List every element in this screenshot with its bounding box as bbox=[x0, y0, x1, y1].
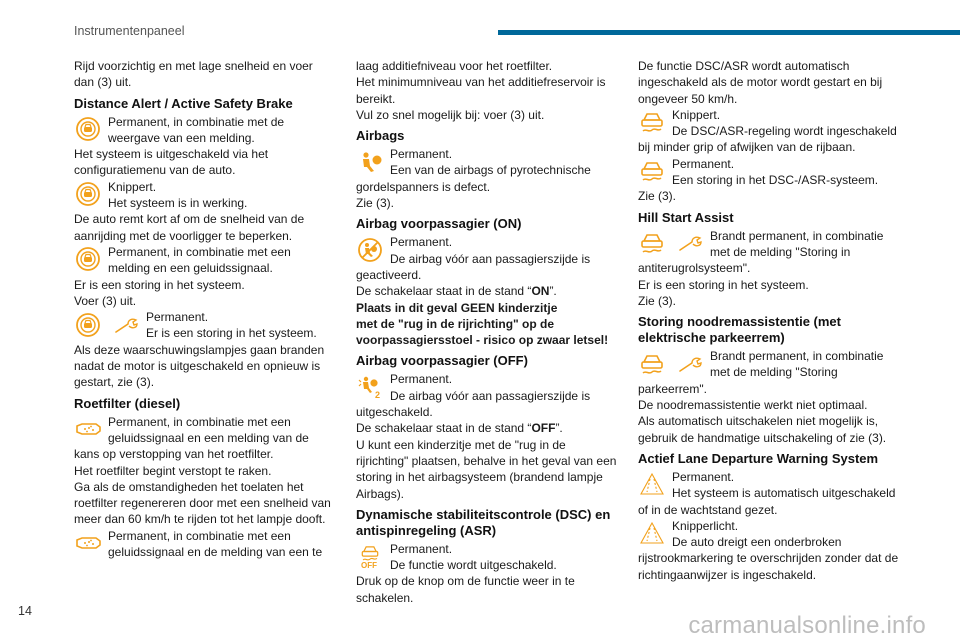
text-line: laag additiefniveau voor het roetfilter. bbox=[356, 59, 553, 73]
text-line: Zie (3). bbox=[638, 189, 677, 204]
dsc-off-icon bbox=[356, 543, 384, 569]
text-line: kans op verstopping van het roetfilter. bbox=[74, 447, 274, 462]
collision-alert-icon bbox=[74, 246, 102, 272]
text-line: bij minder grip of afwijken van de rijbaan. bbox=[638, 140, 856, 155]
text-line: Permanent, in combinatie met een bbox=[108, 244, 291, 259]
text-line: Permanent. bbox=[390, 147, 453, 162]
text-line: Zie (3). bbox=[638, 293, 677, 308]
text-line: Permanent. bbox=[390, 235, 453, 250]
text-line: rijrichting" plaatsen, behalve in het geval van een bbox=[356, 453, 617, 468]
wrench-icon bbox=[112, 312, 140, 338]
warning-entry bbox=[74, 244, 338, 277]
text-line: uitgeschakeld. bbox=[356, 405, 433, 420]
section-heading: Airbags bbox=[356, 128, 405, 144]
column-1 bbox=[74, 58, 338, 560]
text-line: Permanent. bbox=[672, 156, 735, 171]
collision-alert-icon bbox=[74, 181, 102, 207]
warning-entry bbox=[638, 156, 902, 189]
warning-entry bbox=[638, 348, 902, 381]
warning-entry bbox=[74, 309, 338, 342]
warning-entry bbox=[74, 414, 338, 447]
text-line: Permanent. bbox=[390, 541, 453, 556]
text-line: met de melding "Storing bbox=[710, 365, 838, 380]
collision-alert-icon bbox=[74, 116, 102, 142]
text-line: Permanent, in combinatie met de bbox=[108, 114, 285, 129]
text-line: Het systeem is in werking. bbox=[108, 196, 248, 211]
text-line: ingeschakeld als de motor wordt gestart en bij bbox=[638, 75, 883, 90]
warning-entry bbox=[638, 107, 902, 140]
text-line: U kunt een kinderzitje met de "rug in de bbox=[356, 437, 566, 452]
text-line: Brandt permanent, in combinatie bbox=[710, 349, 884, 364]
column-3 bbox=[638, 58, 902, 583]
switch-state: ON bbox=[531, 284, 550, 299]
page-header-title: Instrumentenpaneel bbox=[74, 24, 185, 38]
text-line: meer dan 60 km/h te rijden tot het lampje dooft. bbox=[74, 512, 326, 527]
column-2 bbox=[356, 58, 622, 606]
wrench-icon bbox=[676, 230, 704, 256]
text-span: De schakelaar staat in de stand “ bbox=[356, 421, 532, 436]
section-heading: Airbag voorpassagier (ON) bbox=[356, 216, 522, 232]
text-line: parkeerrem". bbox=[638, 381, 707, 396]
section-heading: Actief Lane Departure Warning System bbox=[638, 450, 879, 466]
text-line: schakelen. bbox=[356, 590, 414, 605]
warning-text: Plaats in dit geval GEEN kinderzitje bbox=[356, 300, 558, 315]
text-line: Permanent, in combinatie met een bbox=[108, 414, 291, 429]
warning-entry bbox=[74, 528, 338, 561]
dsc-icon bbox=[638, 230, 666, 256]
collision-alert-icon bbox=[74, 312, 102, 338]
text-line: gestart, zie (3). bbox=[74, 375, 155, 390]
text-line: geluidssignaal en een melding van de bbox=[108, 430, 309, 445]
text-line: Permanent. bbox=[390, 372, 453, 387]
passenger-airbag-off-icon bbox=[356, 237, 384, 263]
text-line: of in de wachtstand gezet. bbox=[638, 502, 778, 517]
lane-departure-icon bbox=[638, 471, 666, 497]
header-accent-bar bbox=[498, 30, 960, 35]
text-line: Zie (3). bbox=[356, 196, 395, 211]
text-line: Het minimumniveau van het additiefreservoir is bbox=[356, 75, 606, 90]
warning-entry bbox=[638, 228, 902, 261]
dsc-icon bbox=[638, 109, 666, 135]
text-line: Brandt permanent, in combinatie bbox=[710, 228, 884, 243]
text-line: De functie DSC/ASR wordt automatisch bbox=[638, 59, 850, 73]
warning-entry bbox=[638, 518, 902, 551]
text-line: weergave van een melding. bbox=[108, 130, 255, 145]
warning-text: met de "rug in de rijrichting" op de bbox=[356, 316, 555, 331]
text-line: gebruik de handmatige uitschakeling of zie (3). bbox=[638, 430, 887, 445]
section-heading: Distance Alert / Active Safety Brake bbox=[74, 95, 293, 111]
text-line: rijstrookmarkering te overschrijden zonder dat de bbox=[638, 551, 899, 566]
passenger-airbag-on-icon bbox=[356, 374, 384, 400]
text-line: roetfilter regenereren door met een snelheid van bbox=[74, 496, 331, 511]
warning-text: voorpassagiersstoel - risico op zwaar letsel! bbox=[356, 333, 609, 348]
text-line: De noodremassistentie werkt niet optimaal. bbox=[638, 398, 868, 413]
particle-filter-icon bbox=[74, 416, 102, 442]
text-line: De airbag vóór aan passagierszijde is bbox=[390, 251, 591, 266]
text-line: Er is een storing in het systeem. bbox=[146, 326, 317, 341]
text-line bbox=[356, 420, 622, 436]
text-line: aanrijding met de voorligger te beperken. bbox=[74, 228, 293, 243]
text-line: Voer (3) uit. bbox=[74, 293, 137, 308]
section-heading: Roetfilter (diesel) bbox=[74, 395, 181, 411]
text-line: met de melding "Storing in bbox=[710, 244, 851, 259]
page-number: 14 bbox=[18, 604, 32, 618]
text-line: storing in het airbagsysteem (brandend lampje bbox=[356, 470, 603, 485]
warning-entry bbox=[356, 146, 622, 179]
text-line: nadat de motor is uitgeschakeld en opnieuw is bbox=[74, 359, 321, 374]
text-line: Een storing in het DSC-/ASR-systeem. bbox=[672, 173, 879, 188]
lane-departure-icon bbox=[638, 520, 666, 546]
text-line: gordelspanners is defect. bbox=[356, 179, 491, 194]
text-line: Als deze waarschuwingslampjes gaan branden bbox=[74, 342, 325, 357]
text-line bbox=[356, 283, 622, 299]
text-line: bereikt. bbox=[356, 91, 396, 106]
text-line: Knippert. bbox=[672, 107, 721, 122]
text-line: Het systeem is uitgeschakeld via het bbox=[74, 147, 269, 162]
text-line: Als automatisch uitschakelen niet mogelijk is, bbox=[638, 414, 879, 429]
text-line: geactiveerd. bbox=[356, 267, 422, 282]
warning-entry bbox=[74, 114, 338, 147]
text-line: configuratiemenu van de auto. bbox=[74, 163, 236, 178]
section-heading: Dynamische stabiliteitscontrole (DSC) en antispinregeling (ASR) bbox=[356, 506, 611, 538]
text-line: dan (3) uit. bbox=[74, 75, 132, 90]
text-span: De schakelaar staat in de stand “ bbox=[356, 284, 532, 299]
text-line: De auto dreigt een onderbroken bbox=[672, 535, 842, 550]
particle-filter-icon bbox=[74, 530, 102, 556]
text-line: Permanent. bbox=[146, 310, 209, 325]
text-line: geluidssignaal en de melding van een te bbox=[108, 545, 323, 560]
dsc-off-label: OFF bbox=[361, 561, 377, 571]
watermark: carmanualsonline.info bbox=[688, 612, 926, 639]
warning-entry bbox=[74, 179, 338, 212]
warning-entry bbox=[356, 541, 622, 574]
section-heading: Hill Start Assist bbox=[638, 209, 734, 225]
warning-entry bbox=[356, 371, 622, 404]
text-line: Knipperlicht. bbox=[672, 518, 739, 533]
text-line: Vul zo snel mogelijk bij: voer (3) uit. bbox=[356, 107, 545, 122]
text-line: antiterugrolsysteem". bbox=[638, 261, 751, 276]
text-line: De functie wordt uitgeschakeld. bbox=[390, 558, 557, 573]
section-heading: Airbag voorpassagier (OFF) bbox=[356, 353, 528, 369]
text-line: Knippert. bbox=[108, 179, 157, 194]
text-line: Er is een storing in het systeem. bbox=[638, 277, 809, 292]
text-line: Airbags). bbox=[356, 486, 405, 501]
text-line: richtingaanwijzer is ingeschakeld. bbox=[638, 567, 817, 582]
text-line: Een van de airbags of pyrotechnische bbox=[390, 163, 591, 178]
text-line: Het roetfilter begint verstopt te raken. bbox=[74, 463, 272, 478]
airbag-icon bbox=[356, 149, 384, 175]
dsc-icon bbox=[638, 351, 666, 377]
text-line: melding en een geluidssignaal. bbox=[108, 261, 273, 276]
text-span: ”. bbox=[555, 421, 563, 436]
switch-state: OFF bbox=[531, 421, 556, 436]
wrench-icon bbox=[676, 351, 704, 377]
section-heading: Storing noodremassistentie (met elektrische parkeerrem) bbox=[638, 314, 841, 346]
dsc-icon bbox=[638, 158, 666, 184]
text-line: Rijd voorzichtig en met lage snelheid en voer bbox=[74, 59, 313, 73]
text-line: Permanent, in combinatie met een bbox=[108, 528, 291, 543]
warning-entry bbox=[356, 234, 622, 267]
warning-entry bbox=[638, 469, 902, 502]
text-line: De DSC/ASR-regeling wordt ingeschakeld bbox=[672, 124, 897, 139]
text-line: Ga als de omstandigheden het toelaten het bbox=[74, 479, 304, 494]
text-line: De auto remt kort af om de snelheid van de bbox=[74, 212, 305, 227]
text-line: De airbag vóór aan passagierszijde is bbox=[390, 388, 591, 403]
text-line: ongeveer 50 km/h. bbox=[638, 91, 738, 106]
text-line: Permanent. bbox=[672, 469, 735, 484]
text-line: Druk op de knop om de functie weer in te bbox=[356, 574, 575, 589]
text-line: Er is een storing in het systeem. bbox=[74, 277, 245, 292]
text-line: Het systeem is automatisch uitgeschakeld bbox=[672, 486, 896, 501]
text-span: ”. bbox=[549, 284, 557, 299]
